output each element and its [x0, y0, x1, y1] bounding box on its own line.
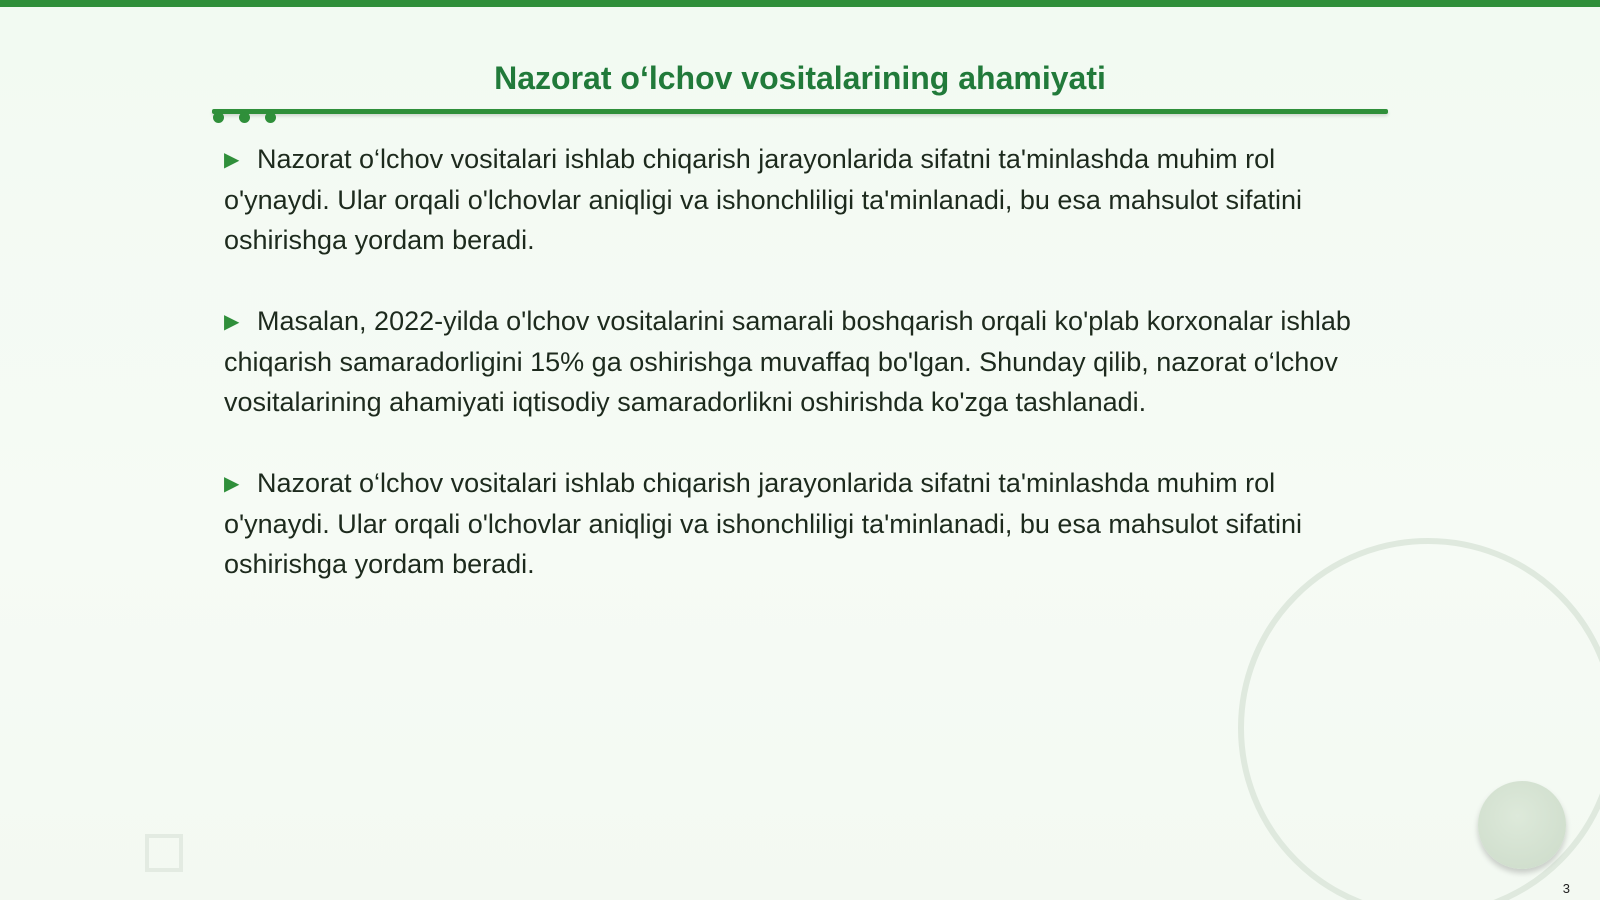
decorative-dot-1 [213, 112, 224, 123]
bullet-text-1: Nazorat o‘lchov vositalari ishlab chiqarish jarayonlarida sifatni ta'minlashda muhim rol o'ynaydi. Ular orqali o'lchovlar aniqligi va ishonchliligi ta'minlanadi, bu esa mahsulot sifatini oshirishga yordam beradi. [224, 144, 1303, 255]
decorative-circle-filled [1478, 781, 1566, 869]
bullet-item-2 [224, 301, 1384, 422]
bullet-text-3: Nazorat o‘lchov vositalari ishlab chiqarish jarayonlarida sifatni ta'minlashda muhim rol o'ynaydi. Ular orqali o'lchovlar aniqligi va ishonchliligi ta'minlanadi, bu esa mahsulot sifatini oshirishga yordam beradi. [224, 468, 1303, 579]
triangle-right-icon: ▶ [224, 149, 240, 171]
bullet-text-2: Masalan, 2022-yilda o'lchov vositalarini samarali boshqarish orqali ko'plab korxonalar ishlab chiqarish samaradorligini 15% ga oshirishga muvaffaq bo'lgan. Shunday qilib, nazorat o‘lchov vositalarining ahamiyati iqtisodiy samaradorlikni oshirishda ko'zga tashlanadi. [224, 306, 1351, 417]
decorative-square [145, 834, 183, 872]
triangle-right-icon: ▶ [224, 473, 240, 495]
bullet-item-1 [224, 139, 1384, 260]
triangle-right-icon: ▶ [224, 311, 240, 333]
bullet-item-3 [224, 463, 1384, 584]
title-underline [212, 109, 1388, 114]
slide-title: Nazorat o‘lchov vositalarining ahamiyati [494, 60, 1106, 96]
page-number: 3 [1562, 881, 1570, 896]
decorative-dot-2 [239, 112, 250, 123]
top-accent-bar [0, 0, 1600, 7]
decorative-dot-3 [265, 112, 276, 123]
bullet-list [224, 139, 1384, 625]
